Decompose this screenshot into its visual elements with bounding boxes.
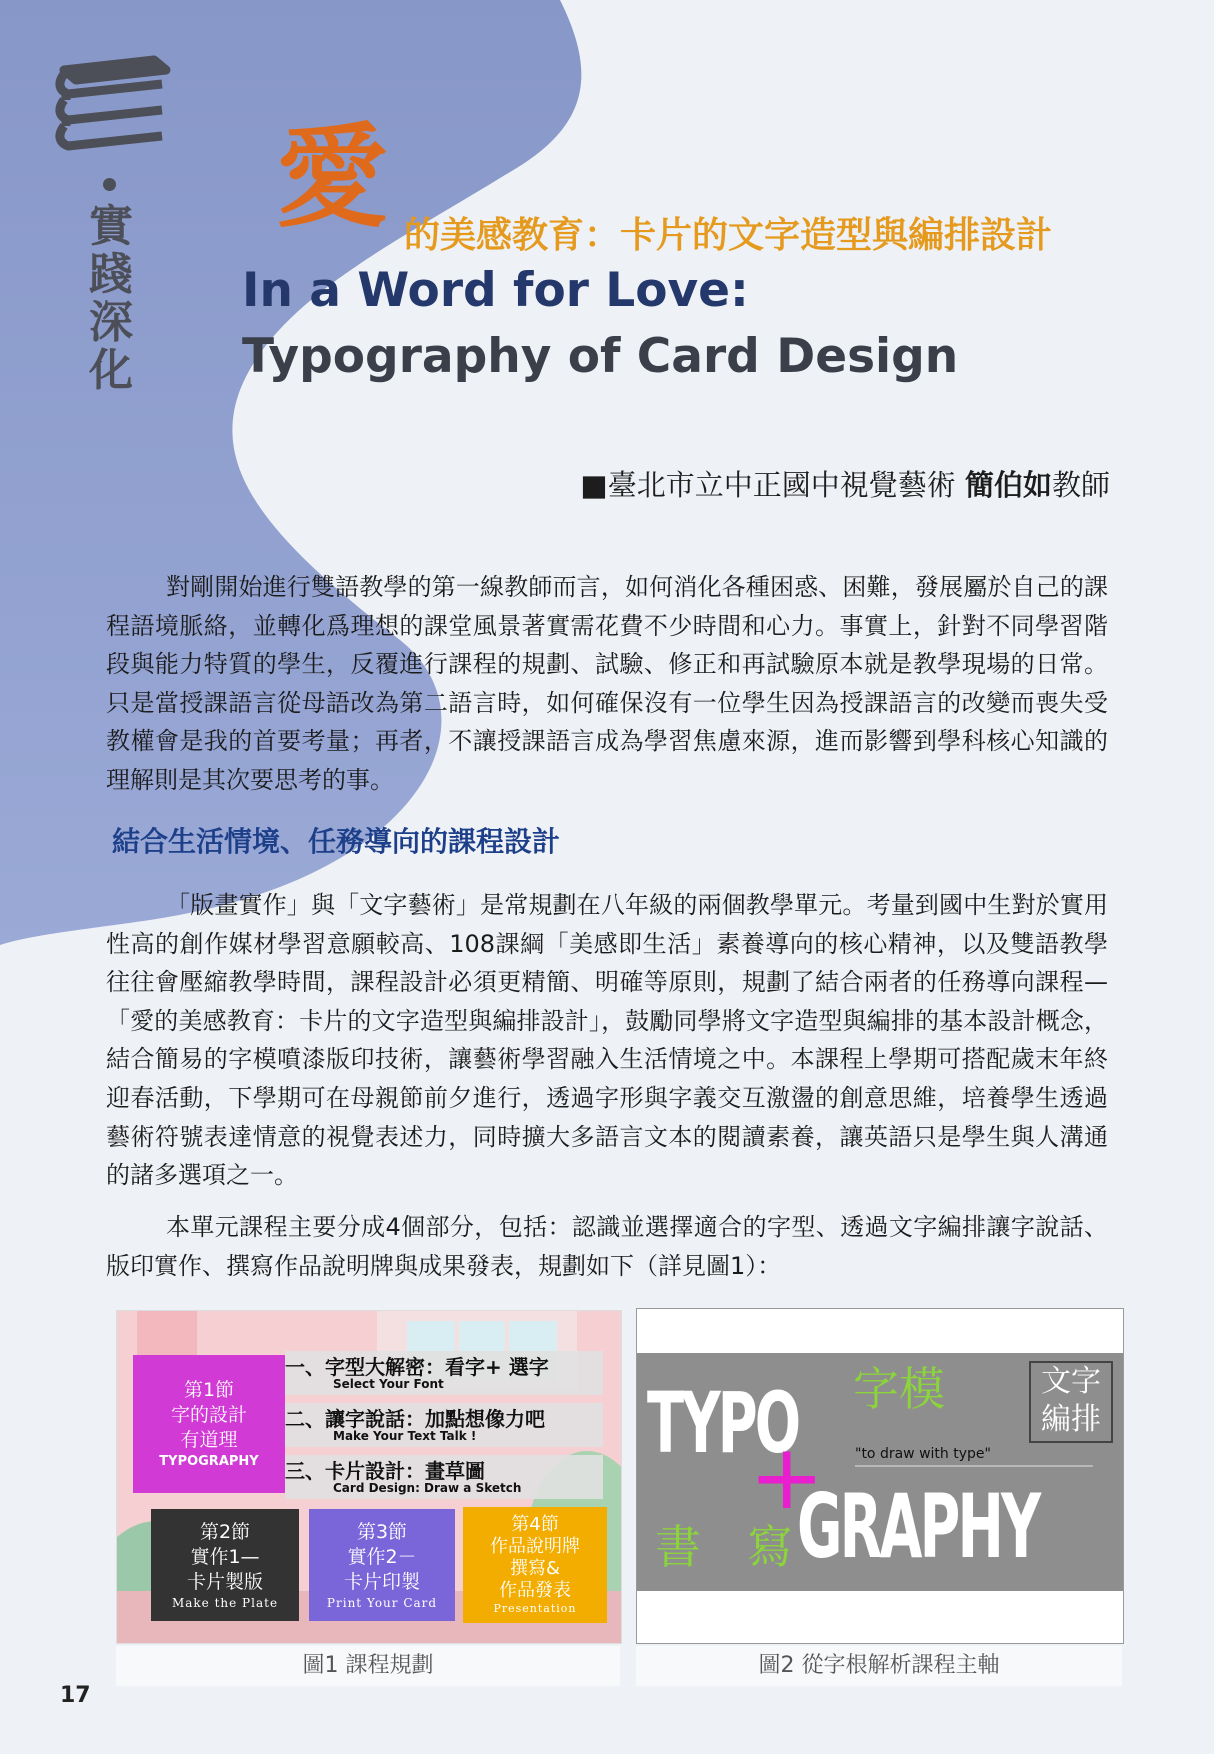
section-3-title: 實作2－	[347, 1545, 417, 1568]
section-2-subtitle: 卡片製版	[186, 1570, 263, 1593]
plan-row-1-zh: 一、字型大解密：看字+ 選字	[285, 1355, 549, 1379]
wenzi-line2: 編排	[1041, 1402, 1101, 1437]
author-affiliation: ■臺北市立中正國中視覺藝術	[580, 468, 956, 502]
books-icon	[54, 52, 174, 162]
plan-row-2-zh: 二、讓字說話：加點想像力吧	[285, 1407, 545, 1431]
section-3-number: 第3節	[356, 1520, 408, 1543]
english-title-line1: In a Word for Love:	[242, 263, 749, 318]
figure-2-panel	[637, 1353, 1123, 1591]
section-3-english: Print Your Card	[326, 1595, 438, 1610]
plan-row-3	[285, 1455, 603, 1499]
section-dot	[103, 178, 116, 191]
body-paragraph-2: 「版畫實作」與「文字藝術」是常規劃在八年級的兩個教學單元。考量到國中生對於實用性高的創作媒材學習意願較高、108課綱「美感即生活」素養導向的核心精神，以及雙語教學往往會壓縮教學時間，課程設計必須更精簡、明確等原則，規劃了結合兩者的任務導向課程—「愛的美感教育：卡片的文字造型與編排設計」，鼓勵同學將文字造型與編排的基本設計概念，結合簡易的字模噴漆版印技術，讓藝術學習融入生活情境之中。本課程上學期可搭配歲末年終迎春活動，下學期可在母親節前夕進行，透過字形與字義交互激盪的創意思維，培養學生透過藝術符號表達情意的視覺表述力，同時擴大多語言文本的閱讀素養，讓英語只是學生與人溝通的諸多選項之一。	[106, 891, 1108, 1190]
section-1-number: 第1節	[183, 1378, 235, 1401]
section-4-english: Presentation	[493, 1602, 577, 1615]
section-4-subtitle-2: 作品發表	[499, 1580, 571, 1601]
section-1-title: 字的設計	[170, 1403, 247, 1426]
chinese-title: 的美感教育：卡片的文字造型與編排設計	[404, 215, 1053, 256]
section-1-english: TYPOGRAPHY	[159, 1453, 259, 1469]
english-title-line2: Typography of Card Design	[242, 329, 959, 384]
page-number: 17	[60, 1683, 91, 1708]
section-label-char: 實	[89, 201, 133, 252]
section-4-number: 第4節	[511, 1514, 559, 1535]
section-3-subtitle: 卡片印製	[343, 1570, 420, 1593]
plan-row-2	[285, 1403, 603, 1447]
section-1-subtitle: 有道理	[180, 1428, 238, 1451]
section-heading: 結合生活情境、任務導向的課程設計	[112, 825, 561, 858]
body-paragraph-1: 對剛開始進行雙語教學的第一線教師而言，如何消化各種困惑、困難，發展屬於自己的課程語境脈絡，並轉化爲理想的課堂風景著實需花費不少時間和心力。事實上，針對不同學習階段與能力特質的學生，反覆進行課程的規劃、試驗、修正和再試驗原本就是教學現場的日常。只是當授課語言從母語改為第二語言時，如何確保沒有一位學生因為授課語言的改變而喪失受教權會是我的首要考量；再者，不讓授課語言成為學習焦慮來源，進而影響到學科核心知識的理解則是其次要思考的事。	[106, 573, 1108, 794]
author-title: 教師	[1051, 468, 1110, 502]
author-name: 簡伯如	[964, 468, 1052, 502]
section-label-char: 踐	[89, 249, 133, 300]
wenzi-line1: 文字	[1041, 1364, 1101, 1399]
section-label-char: 化	[89, 345, 133, 396]
body-paragraph-3: 本單元課程主要分成4個部分，包括：認識並選擇適合的字型、透過文字編排讓字說話、版印實作、撰寫作品說明牌與成果發表，規劃如下（詳見圖1）：	[106, 1213, 1108, 1280]
plan-row-2-en: Make Your Text Talk !	[333, 1429, 477, 1443]
figure-2-typography	[636, 1308, 1124, 1644]
section-4-title: 作品說明牌	[490, 1536, 580, 1557]
divider-line	[855, 1465, 1093, 1467]
section-1-box	[133, 1355, 285, 1493]
section-2-box	[151, 1509, 299, 1621]
plan-row-3-en: Card Design: Draw a Sketch	[333, 1481, 522, 1495]
figure-1-course-plan	[116, 1310, 622, 1644]
plan-row-1	[285, 1351, 603, 1395]
plus-sign: +	[749, 1425, 825, 1530]
typo-text: TYPO	[647, 1374, 799, 1472]
section-label-char: 深	[89, 297, 133, 348]
wenzi-box	[1029, 1361, 1113, 1443]
plan-row-1-en: Select Your Font	[333, 1377, 444, 1391]
section-2-english: Make the Plate	[171, 1595, 279, 1610]
quote-text: "to draw with type"	[855, 1446, 991, 1462]
graphy-text: GRAPHY	[797, 1475, 1039, 1578]
section-4-subtitle: 撰寫&	[509, 1558, 561, 1579]
zimo-text: 字模	[853, 1362, 945, 1416]
title-love-character: 愛	[276, 113, 388, 243]
shuxie-text: 書 寫	[655, 1520, 793, 1574]
section-2-number: 第2節	[199, 1520, 251, 1543]
section-label-vertical	[86, 203, 136, 395]
author-line	[580, 465, 1110, 505]
section-2-title: 實作1—	[190, 1545, 260, 1568]
plan-row-3-zh: 三、卡片設計：畫草圖	[285, 1459, 485, 1483]
section-4-box	[463, 1507, 607, 1623]
section-3-box	[309, 1509, 455, 1621]
figure-2-caption: 圖2 從字根解析課程主軸	[636, 1646, 1122, 1686]
figure-1-caption: 圖1 課程規劃	[116, 1646, 620, 1686]
